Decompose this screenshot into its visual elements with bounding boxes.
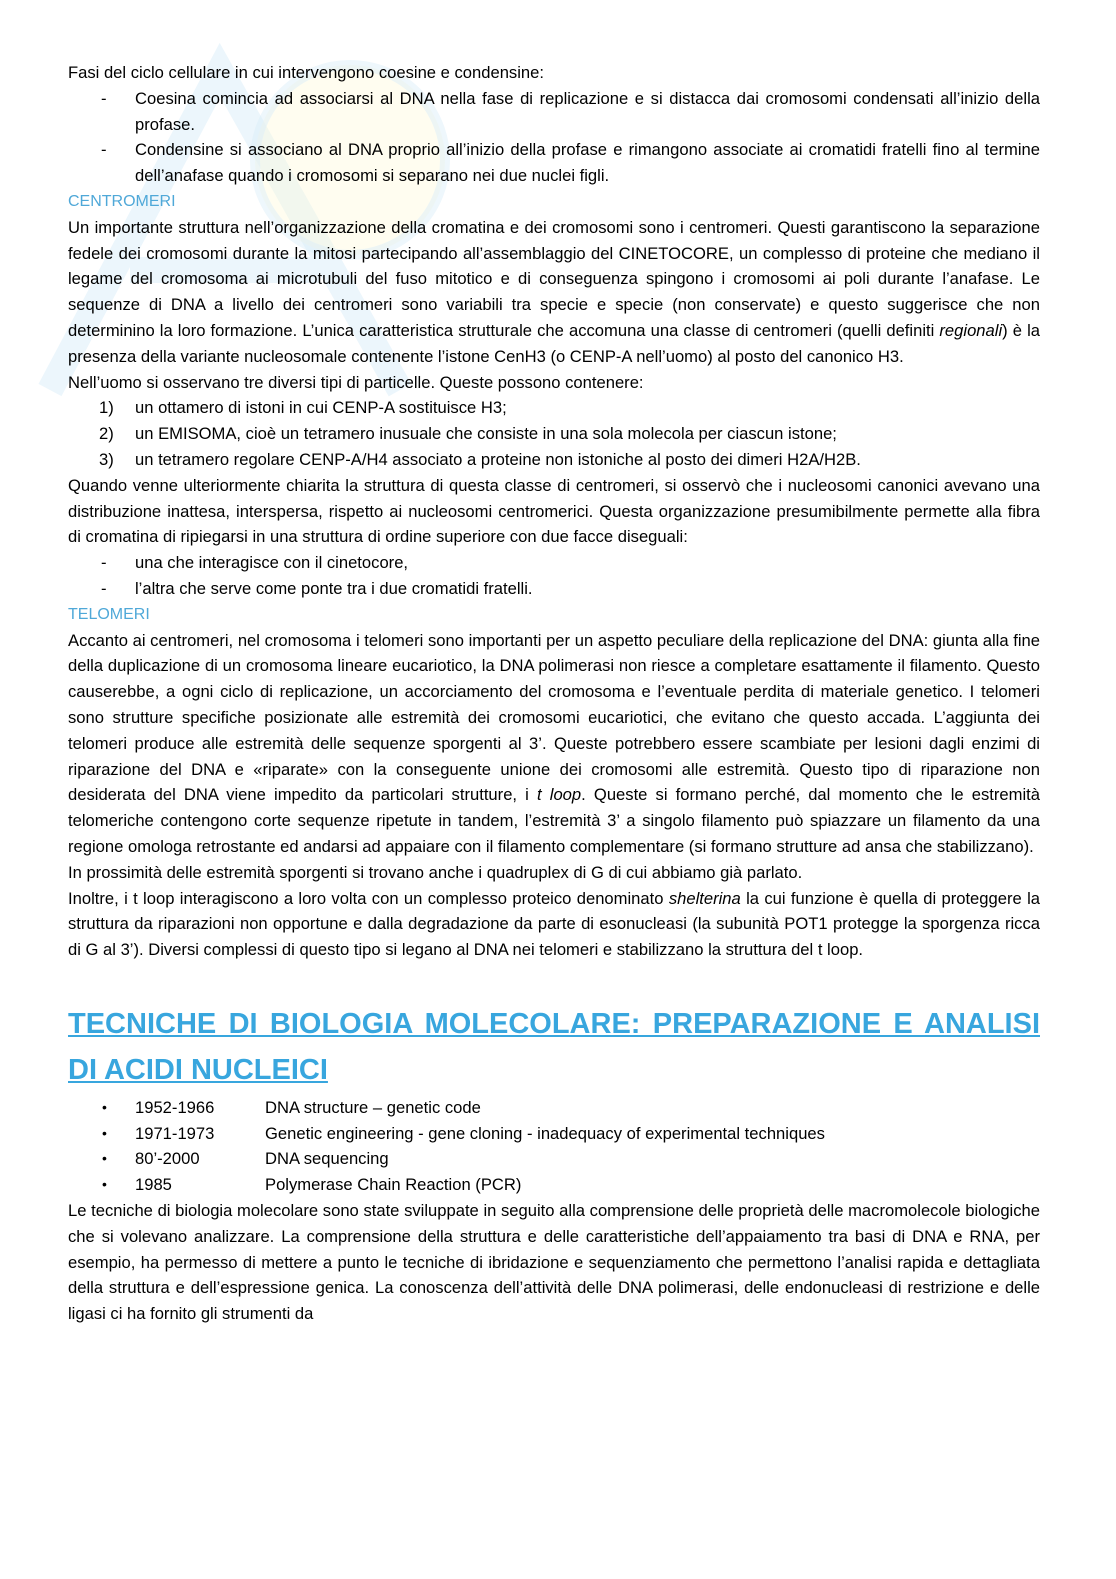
shelterina-paragraph: Inoltre, i t loop interagiscono a loro volta con un complesso proteico denominato shelterina la cui funzione è quella di proteggere la struttura da riparazioni non opportune e dalla degradazione da parte di esonucleasi (la subunità POT1 protegge la sporgenza ricca di G al 3’). Diversi complessi di questo tipo si legano al DNA nei telomeri e stabilizzano la struttura del t loop.: [68, 888, 1040, 960]
centromeri-particles-intro: Nell’uomo si osservano tre diversi tipi di particelle. Queste possono contenere:: [68, 372, 644, 392]
list-item: • 1985 Polymerase Chain Reaction (PCR): [102, 1175, 522, 1195]
centromeri-organization-paragraph: Quando venne ulteriormente chiarita la struttura di questa classe di centromeri, si osservò che i nucleosomi canonici avevano una distribuzione inattesa, interspersa, rispetto ai nucleosomi centromerici. Questa organizzazione presumibilmente permette alla fibra di cromatina di ripiegarsi in una struttura di ordine superiore con due facce diseguali:: [68, 475, 1040, 547]
list-item: 2) un EMISOMA, cioè un tetramero inusuale che consiste in una sola molecola per ciascun istone;: [99, 424, 837, 444]
list-item: 3) un tetramero regolare CENP-A/H4 associato a proteine non istoniche al posto dei dimeri H2A/H2B.: [99, 449, 861, 469]
list-item: 1) un ottamero di istoni in cui CENP-A sostituisce H3;: [99, 398, 507, 418]
list-item: - l’altra che serve come ponte tra i due cromatidi fratelli.: [101, 578, 533, 598]
cohesins-list: [68, 86, 1040, 189]
centromeri-paragraph: Un importante struttura nell’organizzazione della cromatina e dei cromosomi sono i centromeri. Questi garantiscono la separazione fedele dei cromosomi durante la mitosi partecipando all’assemblaggio del CINETOCORE, un complesso di proteine che mediano il legame del cromosoma ai microtubuli del fuso mitotico e di conseguenza spingono i cromosomi ai poli durante l’anafase. Le sequenze di DNA a livello dei centromeri sono variabili tra specie e specie (non conservate) e questo suggerisce che non determinino la loro formazione. L’unica caratteristica strutturale che accomuna una classe di centromeri (quelli definiti regionali) è la presenza della variante nucleosomale contenente l’istone CenH3 (o CENP-A nell’uomo) al posto del canonico H3.: [68, 217, 1040, 366]
particles-list: [68, 395, 1040, 472]
section-title: TECNICHE DI BIOLOGIA MOLECOLARE: PREPARAZIONE E ANALISI DI ACIDI NUCLEICI: [68, 1007, 1040, 1086]
list-item: - una che interagisce con il cinetocore,: [101, 553, 409, 573]
quadruplex-paragraph: In prossimità delle estremità sporgenti si trovano anche i quadruplex di G di cui abbiamo già parlato.: [68, 862, 803, 882]
cohesins-intro: Fasi del ciclo cellulare in cui intervengono coesine e condensine:: [68, 63, 544, 82]
list-item: • 80’-2000 DNA sequencing: [102, 1149, 389, 1169]
list-item: - Condensine si associano al DNA proprio all’inizio della profase e rimangono associate ai cromatidi fratelli fino al termine dell’anafase quando i cromosomi si separano nei due nuclei figli.: [101, 140, 1040, 186]
list-item: • 1952-1966 DNA structure – genetic code: [102, 1097, 481, 1117]
telomeri-paragraph: Accanto ai centromeri, nel cromosoma i telomeri sono importanti per un aspetto peculiare della replicazione del DNA: giunta alla fine della duplicazione di un cromosoma lineare eucariotico, la DNA polimerasi non riesce a completare esattamente il filamento. Questo causerebbe, a ogni ciclo di replicazione, un accorciamento del cromosoma e l’eventuale perdita di materiale genetico. I telomeri sono strutture specifiche posizionate alle estremità dei cromosomi eucariotici, che evitano che questo accada. L’aggiunta dei telomeri produce alle estremità delle sequenze sporgenti al 3’. Queste potrebbero essere scambiate per lesioni dagli enzimi di riparazione del DNA e «riparate» con la conseguente unione dei cromosomi alle estremità. Questo tipo di riparazione non desiderata del DNA viene impedito da particolari strutture, i t loop. Queste si formano perché, dal momento che le estremità telomeriche contengono corte sequenze ripetute in tandem, l’estremità 3’ a singolo filamento può spiazzare un filamento da una regione omologa retrostante ed andarsi ad appaiare con il filamento complementare (si formano strutture ad ansa che stabilizzano).: [68, 630, 1041, 856]
faces-list: [68, 550, 1040, 602]
document-page: [68, 60, 1040, 1327]
list-item: - Coesina comincia ad associarsi al DNA nella fase di replicazione e si distacca dai cromosomi condensati all’inizio della profase.: [101, 88, 1040, 134]
centromeri-heading: CENTROMERI: [68, 192, 176, 210]
tecniche-paragraph: Le tecniche di biologia molecolare sono state sviluppate in seguito alla comprensione delle proprietà delle macromolecole biologiche che si volevano analizzare. La comprensione della struttura e delle caratteristiche dell’appaiamento tra basi di DNA e RNA, per esempio, ha permesso di mettere a punto le tecniche di ibridazione e sequenziamento che permettono l’analisi rapida e dettagliata della struttura e dell’espressione genica. La conoscenza dell’attività delle DNA polimerasi, delle endonucleasi di restrizione e delle ligasi ci ha fornito gli strumenti da: [68, 1201, 1040, 1324]
timeline-list: [68, 1095, 1040, 1198]
list-item: • 1971-1973 Genetic engineering - gene cloning - inadequacy of experimental techniques: [102, 1123, 825, 1143]
telomeri-heading: TELOMERI: [68, 605, 150, 623]
